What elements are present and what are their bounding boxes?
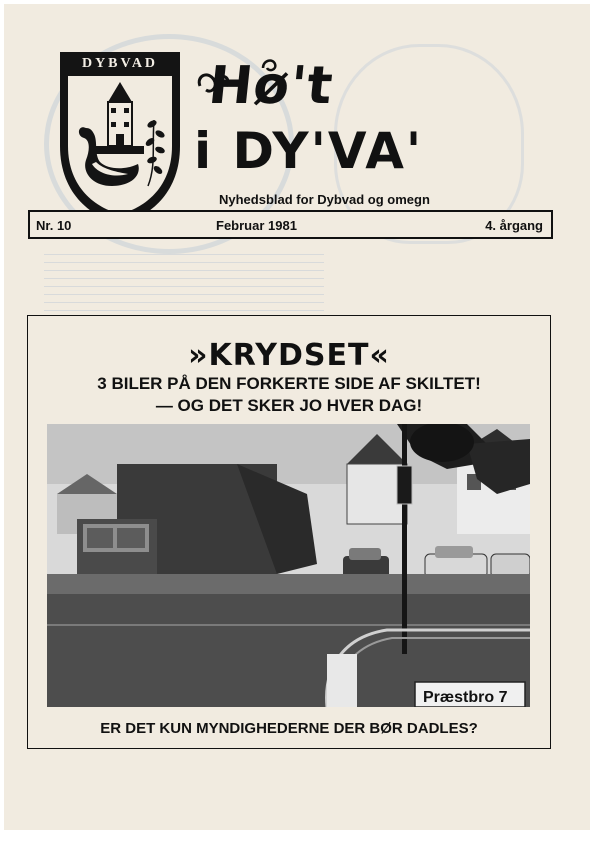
- article-deck-line2: — OG DET SKER JO HVER DAG!: [155, 396, 423, 415]
- dybvad-crest-logo: [56, 46, 184, 226]
- issue-date: Februar 1981: [216, 218, 297, 233]
- intersection-photo: [47, 424, 530, 707]
- article-deck-line1: 3 BILER PÅ DEN FORKERTE SIDE AF SKILTET!: [97, 374, 481, 393]
- article-headline: »KRYDSET«: [188, 338, 390, 373]
- show-through-text-lines: [44, 254, 324, 314]
- issue-volume: 4. årgang: [485, 218, 543, 233]
- crest-lettering: DYBVAD: [81, 56, 159, 71]
- article-closing-question: ER DET KUN MYNDIGHEDERNE DER BØR DADLES?: [100, 720, 478, 737]
- issue-info-bar: [28, 210, 553, 239]
- scan-margin-right: [590, 0, 612, 841]
- street-sign-text: Præstbro 7: [423, 689, 508, 706]
- intersection-photo-drawing: [47, 424, 530, 707]
- scan-margin-bottom: [0, 830, 612, 841]
- masthead-title-line2: i DY'VA': [194, 122, 424, 180]
- lead-article-frame: [27, 315, 551, 749]
- masthead-title-line1: Hø't: [205, 56, 337, 116]
- issue-number: Nr. 10: [36, 218, 72, 233]
- masthead-subtitle: Nyhedsblad for Dybvad og omegn: [219, 192, 430, 207]
- newsletter-cover: [4, 4, 590, 830]
